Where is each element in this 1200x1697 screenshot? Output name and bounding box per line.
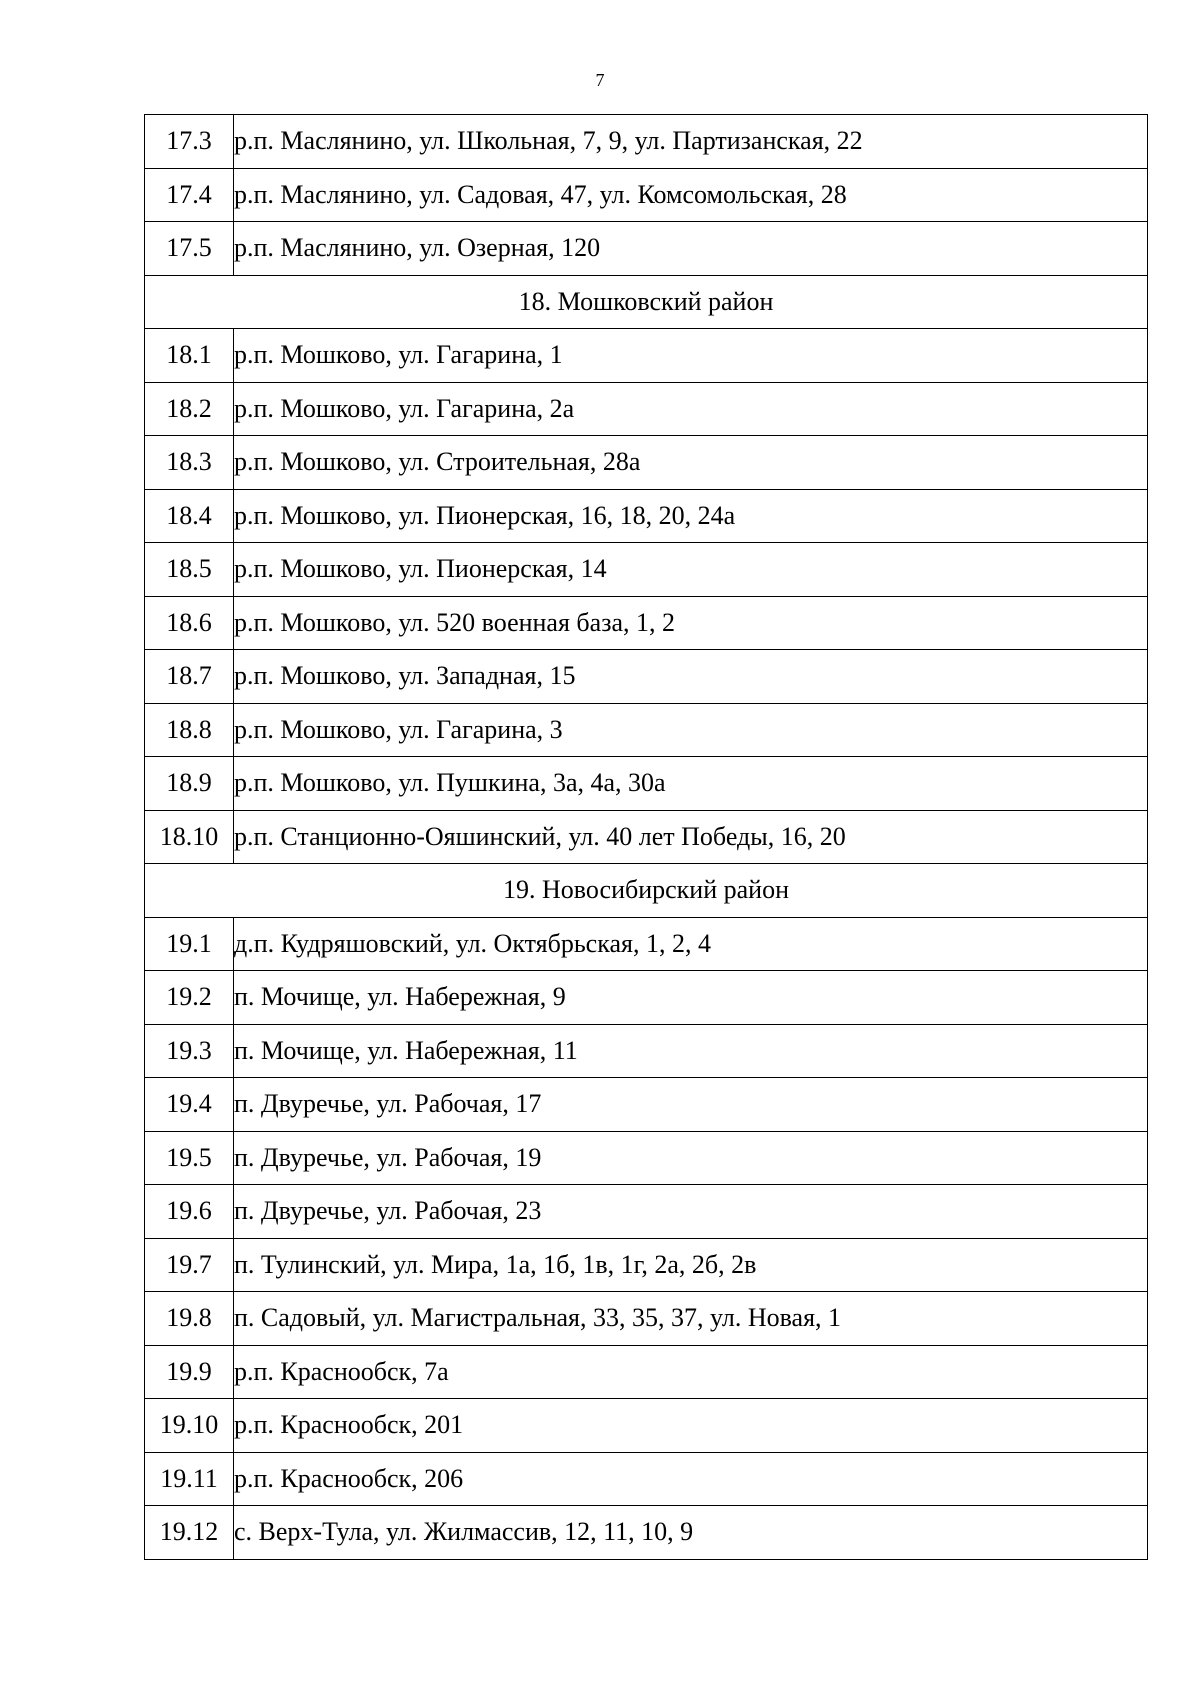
table-row	[145, 757, 1148, 811]
item-number: 19.9	[145, 1345, 234, 1399]
item-address: п. Тулинский, ул. Мира, 1а, 1б, 1в, 1г, 2а, 2б, 2в	[234, 1238, 1148, 1292]
section-title: 19. Новосибирский район	[145, 864, 1148, 918]
table-row	[145, 1078, 1148, 1132]
section-title: 18. Мошковский район	[145, 275, 1148, 329]
item-number: 18.6	[145, 596, 234, 650]
item-address: п. Мочище, ул. Набережная, 11	[234, 1024, 1148, 1078]
section-header-row	[145, 275, 1148, 329]
item-address: р.п. Мошково, ул. Гагарина, 1	[234, 329, 1148, 383]
item-number: 19.4	[145, 1078, 234, 1132]
item-address: п. Мочище, ул. Набережная, 9	[234, 971, 1148, 1025]
item-address: р.п. Маслянино, ул. Садовая, 47, ул. Комсомольская, 28	[234, 168, 1148, 222]
table-row	[145, 1238, 1148, 1292]
table-row	[145, 971, 1148, 1025]
item-number: 18.3	[145, 436, 234, 490]
table-row	[145, 168, 1148, 222]
section-header-row	[145, 864, 1148, 918]
table-row	[145, 703, 1148, 757]
table-row	[145, 543, 1148, 597]
item-address: п. Двуречье, ул. Рабочая, 17	[234, 1078, 1148, 1132]
table-row	[145, 1345, 1148, 1399]
item-number: 17.3	[145, 115, 234, 169]
item-address: р.п. Краснообск, 201	[234, 1399, 1148, 1453]
item-address: р.п. Станционно-Ояшинский, ул. 40 лет Победы, 16, 20	[234, 810, 1148, 864]
item-number: 19.7	[145, 1238, 234, 1292]
table-row	[145, 1131, 1148, 1185]
item-number: 18.7	[145, 650, 234, 704]
address-table-body	[145, 115, 1148, 1560]
item-number: 19.10	[145, 1399, 234, 1453]
item-number: 18.1	[145, 329, 234, 383]
table-row	[145, 222, 1148, 276]
item-address: р.п. Краснообск, 206	[234, 1452, 1148, 1506]
item-address: р.п. Краснообск, 7а	[234, 1345, 1148, 1399]
item-number: 18.4	[145, 489, 234, 543]
item-number: 18.9	[145, 757, 234, 811]
item-address: п. Двуречье, ул. Рабочая, 23	[234, 1185, 1148, 1239]
table-row	[145, 489, 1148, 543]
item-address: р.п. Мошково, ул. Пионерская, 16, 18, 20, 24а	[234, 489, 1148, 543]
table-row	[145, 1292, 1148, 1346]
table-row	[145, 1506, 1148, 1560]
table-row	[145, 1452, 1148, 1506]
table-row	[145, 1185, 1148, 1239]
item-number: 19.6	[145, 1185, 234, 1239]
item-address: р.п. Мошково, ул. Пионерская, 14	[234, 543, 1148, 597]
item-number: 19.2	[145, 971, 234, 1025]
item-address: п. Садовый, ул. Магистральная, 33, 35, 37, ул. Новая, 1	[234, 1292, 1148, 1346]
item-address: с. Верх-Тула, ул. Жилмассив, 12, 11, 10, 9	[234, 1506, 1148, 1560]
table-row	[145, 810, 1148, 864]
page-number: 7	[595, 70, 605, 90]
item-address: р.п. Мошково, ул. 520 военная база, 1, 2	[234, 596, 1148, 650]
item-address: р.п. Маслянино, ул. Школьная, 7, 9, ул. Партизанская, 22	[234, 115, 1148, 169]
table-row	[145, 329, 1148, 383]
item-address: р.п. Мошково, ул. Западная, 15	[234, 650, 1148, 704]
address-table	[144, 114, 1148, 1560]
item-number: 19.12	[145, 1506, 234, 1560]
item-number: 18.5	[145, 543, 234, 597]
item-number: 19.1	[145, 917, 234, 971]
item-address: п. Двуречье, ул. Рабочая, 19	[234, 1131, 1148, 1185]
item-address: р.п. Мошково, ул. Гагарина, 2а	[234, 382, 1148, 436]
item-number: 17.4	[145, 168, 234, 222]
item-number: 18.2	[145, 382, 234, 436]
item-address: р.п. Мошково, ул. Пушкина, 3а, 4а, 30а	[234, 757, 1148, 811]
item-number: 18.8	[145, 703, 234, 757]
table-row	[145, 596, 1148, 650]
table-row	[145, 1399, 1148, 1453]
item-number: 19.8	[145, 1292, 234, 1346]
item-address: р.п. Маслянино, ул. Озерная, 120	[234, 222, 1148, 276]
table-row	[145, 650, 1148, 704]
item-number: 19.3	[145, 1024, 234, 1078]
item-address: р.п. Мошково, ул. Гагарина, 3	[234, 703, 1148, 757]
table-row	[145, 436, 1148, 490]
table-row	[145, 115, 1148, 169]
table-row	[145, 382, 1148, 436]
item-number: 19.5	[145, 1131, 234, 1185]
item-number: 19.11	[145, 1452, 234, 1506]
item-number: 17.5	[145, 222, 234, 276]
table-row	[145, 917, 1148, 971]
item-address: р.п. Мошково, ул. Строительная, 28а	[234, 436, 1148, 490]
item-address: д.п. Кудряшовский, ул. Октябрьская, 1, 2, 4	[234, 917, 1148, 971]
item-number: 18.10	[145, 810, 234, 864]
table-row	[145, 1024, 1148, 1078]
